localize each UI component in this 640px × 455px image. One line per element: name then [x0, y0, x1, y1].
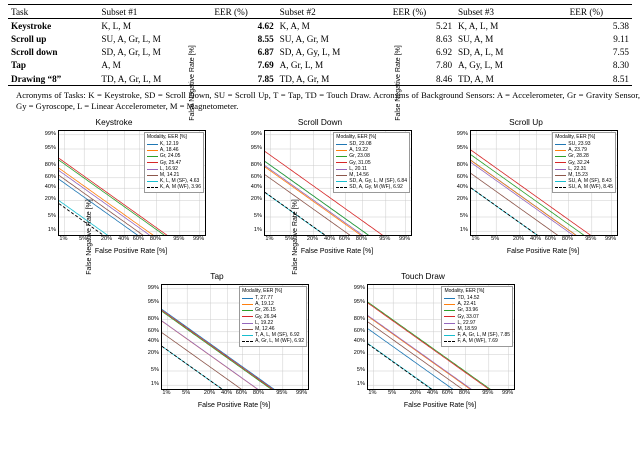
cell-subset-3: K, A, L, M — [458, 20, 499, 31]
y-tick-label: 5% — [356, 367, 365, 374]
legend-swatch — [336, 150, 347, 151]
figure-row-bottom — [0, 199, 640, 421]
legend-label: M, 12.46 — [255, 325, 275, 332]
legend-swatch — [242, 335, 253, 336]
x-tick-label: 20% — [512, 236, 525, 243]
legend-swatch — [242, 304, 253, 305]
cell-subset-1: SU, A, Gr, L, M — [101, 33, 161, 44]
legend-label: Gy, 33.07 — [457, 313, 479, 320]
legend-title: Modality, EER [%] — [444, 288, 485, 295]
cell-task: Scroll down — [11, 47, 58, 58]
legend-swatch — [555, 175, 566, 176]
legend-label: Gy, 25.47 — [159, 159, 182, 166]
y-tick-label: 99% — [44, 130, 56, 137]
legend-swatch — [147, 175, 158, 176]
legend-label: L, 19.22 — [255, 319, 274, 326]
y-tick-label: 60% — [250, 173, 262, 180]
col-subset-3: Subset #3 — [455, 5, 567, 19]
y-axis-ticks — [133, 284, 159, 388]
y-tick-label: 5% — [253, 213, 262, 220]
cell-subset-2: SD, A, Gy, L, M — [279, 47, 341, 58]
legend-label: Gr, 33.96 — [457, 307, 479, 314]
y-tick-label: 1% — [253, 227, 262, 234]
legend-label: Gr, 28.28 — [568, 153, 589, 160]
legend-swatch — [147, 169, 158, 170]
cell-task: Scroll up — [11, 33, 47, 44]
legend-swatch — [336, 187, 347, 188]
cell-eer-3: 8.51 — [567, 72, 632, 86]
legend-label: M, 14.21 — [159, 171, 180, 178]
y-tick-label: 40% — [147, 338, 159, 345]
legend-swatch — [336, 156, 347, 157]
legend-label: SU, 23.93 — [568, 141, 591, 148]
plot-area — [367, 284, 515, 390]
det-panel-keystroke — [14, 117, 214, 267]
legend-label: A, 19.12 — [255, 301, 274, 308]
x-tick-label: 40% — [323, 236, 336, 243]
x-tick-label: 99% — [295, 390, 308, 397]
x-tick-label: 95% — [585, 236, 597, 243]
results-table-container — [0, 0, 640, 111]
legend-item — [242, 339, 304, 345]
y-tick-label: 20% — [147, 350, 159, 357]
y-tick-label: 99% — [353, 284, 365, 291]
cell-eer-2: 6.92 — [435, 47, 453, 58]
legend-swatch — [242, 323, 253, 324]
det-panel-tap — [86, 199, 317, 421]
x-tick-label: 80% — [149, 236, 162, 243]
cell-eer-3: 5.38 — [612, 20, 629, 31]
legend-label: Gr, 23.08 — [349, 153, 370, 160]
y-tick-label: 5% — [459, 213, 468, 220]
y-tick-label: 99% — [147, 284, 159, 291]
legend-swatch — [147, 187, 158, 188]
x-tick-label: 5% — [285, 236, 294, 243]
plot-area — [470, 130, 618, 236]
legend-label: Gy, 31.05 — [349, 159, 371, 166]
y-tick-label: 80% — [147, 315, 159, 322]
legend — [552, 132, 616, 193]
legend-label: SD, A, Gy, M (WF), 6.92 — [349, 184, 403, 191]
legend-label: SD, 23.08 — [349, 141, 372, 148]
x-tick-label: 60% — [338, 236, 350, 243]
cell-eer-1: 6.87 — [257, 47, 274, 58]
x-axis-ticks — [58, 235, 204, 246]
legend — [333, 132, 410, 193]
y-tick-label: 5% — [150, 367, 159, 374]
legend-label: Gy, 32.24 — [568, 159, 590, 166]
legend-title: Modality, EER [%] — [555, 134, 596, 141]
det-curve — [368, 344, 458, 389]
legend-label: L, 22.31 — [568, 165, 587, 172]
legend-title: Modality, EER [%] — [242, 288, 283, 295]
legend-swatch — [444, 310, 455, 311]
x-axis-label: False Positive Rate [%] — [197, 402, 271, 410]
legend-label: SU, A, M (WF), 8.45 — [568, 184, 613, 191]
x-tick-label: 20% — [306, 236, 319, 243]
y-tick-label: 1% — [47, 227, 56, 234]
legend-label: SD, A, Gy, L, M (SF), 6.84 — [349, 178, 407, 185]
legend-swatch — [444, 316, 455, 317]
legend-label: A, 18.46 — [159, 147, 179, 154]
x-tick-label: 1% — [162, 390, 171, 397]
cell-subset-1: A, M — [101, 60, 121, 71]
y-axis-label: False Negative Rate [%] — [292, 199, 299, 275]
y-tick-label: 80% — [456, 161, 468, 168]
x-tick-label: 80% — [561, 236, 574, 243]
table-row — [8, 46, 632, 59]
x-tick-label: 5% — [79, 236, 88, 243]
cell-subset-1: K, L, M — [101, 20, 131, 31]
x-tick-label: 20% — [409, 390, 422, 397]
legend-item — [444, 339, 510, 345]
legend-swatch — [555, 156, 566, 157]
x-axis-ticks — [367, 389, 513, 400]
y-tick-label: 60% — [456, 173, 468, 180]
x-axis-label: False Positive Rate [%] — [403, 402, 477, 410]
legend-label: F, A, M (WF), 7.69 — [457, 338, 498, 345]
legend-swatch — [555, 150, 566, 151]
legend-label: T, 27.77 — [255, 295, 273, 302]
y-axis-label: False Negative Rate [%] — [86, 199, 93, 275]
legend-swatch — [555, 181, 566, 182]
legend-swatch — [444, 298, 455, 299]
y-tick-label: 40% — [250, 184, 262, 191]
legend-swatch — [147, 150, 158, 151]
y-tick-label: 99% — [456, 130, 468, 137]
legend-label: K, 12.19 — [159, 141, 179, 148]
y-tick-label: 5% — [47, 213, 56, 220]
x-tick-label: 40% — [117, 236, 130, 243]
legend-swatch — [147, 156, 158, 157]
cell-subset-3: TD, A, M — [455, 72, 567, 86]
x-tick-label: 1% — [59, 236, 68, 243]
cell-eer-2: 8.63 — [435, 33, 453, 44]
y-tick-label: 20% — [250, 196, 262, 203]
plot-area — [264, 130, 412, 236]
x-axis-label: False Positive Rate [%] — [300, 248, 374, 256]
cell-subset-2: TD, A, Gr, M — [277, 72, 390, 86]
table-header-row — [8, 5, 632, 19]
y-axis-label: False Negative Rate [%] — [189, 45, 196, 121]
y-tick-label: 95% — [456, 145, 468, 152]
det-curve — [265, 192, 353, 235]
table-head — [8, 5, 632, 19]
legend-swatch — [444, 335, 455, 336]
results-table — [8, 4, 632, 86]
legend-swatch — [242, 341, 253, 342]
x-axis-ticks — [470, 235, 616, 246]
panel-title: Keystroke — [95, 117, 133, 128]
x-tick-label: 95% — [379, 236, 391, 243]
legend-label: L, 16.92 — [159, 165, 178, 172]
x-tick-label: 20% — [203, 390, 216, 397]
y-tick-label: 40% — [353, 338, 365, 345]
legend-swatch — [444, 329, 455, 330]
col-eer-3: EER (%) — [567, 5, 632, 19]
cell-subset-2: K, A, M — [279, 20, 310, 31]
cell-task: Tap — [11, 60, 26, 71]
x-tick-label: 95% — [482, 390, 494, 397]
cell-eer-2: 7.80 — [435, 60, 453, 71]
cell-eer-3: 8.30 — [612, 60, 629, 71]
x-tick-label: 99% — [398, 236, 411, 243]
det-curve — [471, 188, 564, 235]
cell-eer-1: 4.62 — [257, 20, 274, 31]
col-subset-1: Subset #1 — [98, 5, 211, 19]
y-tick-label: 1% — [459, 227, 468, 234]
legend-label: A, 19.22 — [349, 147, 368, 154]
legend-swatch — [336, 169, 347, 170]
x-tick-label: 1% — [265, 236, 274, 243]
plot-area — [58, 130, 206, 236]
cell-task: Keystroke — [11, 20, 52, 31]
x-tick-label: 60% — [132, 236, 144, 243]
legend-swatch — [336, 144, 347, 145]
legend-swatch — [555, 187, 566, 188]
legend-swatch — [336, 162, 347, 163]
legend — [144, 132, 204, 193]
legend-label: L, 22.97 — [457, 319, 476, 326]
y-tick-label: 95% — [250, 145, 262, 152]
x-tick-label: 20% — [100, 236, 113, 243]
x-tick-label: 80% — [458, 390, 471, 397]
x-tick-label: 80% — [252, 390, 265, 397]
cell-eer-2: 8.46 — [390, 72, 455, 86]
legend-label: F, A, Gr, L, M (SF), 7.85 — [457, 332, 510, 339]
x-tick-label: 60% — [235, 390, 247, 397]
col-task: Task — [8, 5, 98, 19]
x-axis-ticks — [264, 235, 410, 246]
y-tick-label: 40% — [456, 184, 468, 191]
legend-item — [147, 185, 201, 191]
legend-swatch — [444, 341, 455, 342]
legend-label: Gy, 26.94 — [255, 313, 277, 320]
col-eer-1: EER (%) — [211, 5, 276, 19]
legend-title: Modality, EER [%] — [146, 134, 187, 141]
legend-swatch — [147, 144, 158, 145]
table-row — [8, 32, 632, 45]
cell-subset-1: SD, A, Gr, L, M — [101, 47, 161, 58]
x-axis-label: False Positive Rate [%] — [506, 248, 580, 256]
y-tick-label: 40% — [44, 184, 56, 191]
legend-swatch — [555, 162, 566, 163]
x-tick-label: 99% — [192, 236, 205, 243]
legend-swatch — [242, 310, 253, 311]
cell-subset-3: A, Gy, L, M — [458, 60, 503, 71]
panel-title: Scroll Down — [297, 117, 343, 128]
cell-eer-1: 7.85 — [211, 72, 276, 86]
det-curve — [265, 193, 353, 235]
x-tick-label: 99% — [604, 236, 617, 243]
legend-swatch — [242, 298, 253, 299]
y-tick-label: 20% — [353, 350, 365, 357]
legend-swatch — [242, 329, 253, 330]
x-tick-label: 5% — [182, 390, 191, 397]
cell-eer-3: 9.11 — [613, 33, 629, 44]
x-tick-label: 60% — [544, 236, 556, 243]
table-row — [8, 72, 632, 86]
x-tick-label: 99% — [501, 390, 514, 397]
legend-title: Modality, EER [%] — [336, 134, 377, 141]
x-tick-label: 95% — [173, 236, 185, 243]
y-tick-label: 95% — [44, 145, 56, 152]
legend-label: A, 23.79 — [568, 147, 587, 154]
legend-swatch — [242, 316, 253, 317]
col-subset-2: Subset #2 — [277, 5, 390, 19]
x-axis-label: False Positive Rate [%] — [94, 248, 168, 256]
x-tick-label: 80% — [355, 236, 368, 243]
panel-title: Tap — [210, 271, 224, 282]
legend-label: SU, A, M (SF), 8.43 — [568, 178, 612, 185]
x-tick-label: 95% — [276, 390, 288, 397]
legend — [441, 286, 513, 347]
legend — [239, 286, 307, 347]
y-tick-label: 60% — [353, 327, 365, 334]
legend-label: K, L, M (SF), 4.63 — [159, 178, 200, 185]
cell-subset-2: A, Gr, L, M — [279, 60, 324, 71]
x-tick-label: 40% — [220, 390, 233, 397]
x-tick-label: 40% — [426, 390, 439, 397]
y-tick-label: 1% — [150, 381, 159, 388]
y-tick-label: 80% — [353, 315, 365, 322]
x-tick-label: 5% — [388, 390, 397, 397]
cell-task: Drawing “8” — [8, 72, 98, 86]
legend-label: M, 18.59 — [457, 325, 477, 332]
table-row — [8, 19, 632, 33]
y-tick-label: 20% — [44, 196, 56, 203]
cell-subset-2: SU, A, Gr, M — [279, 33, 329, 44]
panel-title: Touch Draw — [401, 271, 445, 282]
x-axis-ticks — [161, 389, 307, 400]
y-axis-ticks — [236, 130, 262, 234]
x-tick-label: 60% — [441, 390, 453, 397]
legend-label: K, A, M (WF), 3.96 — [159, 184, 201, 191]
legend-label: T, A, L, M (SF), 6.92 — [255, 332, 300, 339]
legend-swatch — [555, 144, 566, 145]
table-row — [8, 59, 632, 72]
cell-subset-3: SD, A, L, M — [458, 47, 504, 58]
legend-label: M, 14.56 — [349, 171, 369, 178]
cell-eer-1: 7.69 — [257, 60, 274, 71]
legend-label: L, 20.11 — [349, 165, 367, 172]
legend-label: Gr, 24.05 — [159, 153, 181, 160]
panel-title: Scroll Up — [509, 117, 543, 128]
legend-item — [555, 185, 613, 191]
x-tick-label: 40% — [529, 236, 542, 243]
legend-swatch — [336, 175, 347, 176]
legend-swatch — [444, 304, 455, 305]
legend-label: Gr, 26.15 — [255, 307, 276, 314]
cell-subset-1: TD, A, Gr, L, M — [98, 72, 211, 86]
x-tick-label: 5% — [491, 236, 500, 243]
y-axis-label: False Negative Rate [%] — [395, 45, 402, 121]
legend-label: TD, 14.52 — [457, 295, 480, 302]
y-tick-label: 99% — [250, 130, 262, 137]
y-tick-label: 20% — [456, 196, 468, 203]
y-axis-ticks — [339, 284, 365, 388]
table-caption: Acronyms of Tasks: K = Keystroke, SD = Scroll Down, SU = Scroll Up, T = Tap, TD = Touch Draw. Acronyms of Background Sensors: A = Accelerometer, Gr = Gravity Sensor, Gy = Gyroscope, L = Linear Accelerometer, M = Magnetometer. — [16, 90, 640, 111]
table-body — [8, 19, 632, 86]
plot-area — [161, 284, 309, 390]
legend-swatch — [336, 181, 347, 182]
cell-eer-2: 5.21 — [435, 20, 453, 31]
legend-swatch — [555, 169, 566, 170]
legend-label: M, 15.23 — [568, 171, 588, 178]
det-curve — [368, 344, 458, 389]
y-axis-ticks — [30, 130, 56, 234]
legend-item — [336, 185, 407, 191]
det-panel-touch-draw — [292, 199, 523, 421]
y-tick-label: 80% — [250, 161, 262, 168]
y-tick-label: 95% — [147, 299, 159, 306]
y-tick-label: 95% — [353, 299, 365, 306]
y-tick-label: 60% — [147, 327, 159, 334]
cell-eer-1: 8.55 — [257, 33, 274, 44]
y-tick-label: 80% — [44, 161, 56, 168]
y-axis-ticks — [442, 130, 468, 234]
legend-swatch — [147, 162, 158, 163]
x-tick-label: 1% — [471, 236, 480, 243]
y-tick-label: 1% — [356, 381, 365, 388]
legend-swatch — [444, 323, 455, 324]
x-tick-label: 1% — [368, 390, 377, 397]
legend-label: A, Gr, L, M (WF), 6.92 — [255, 338, 304, 345]
legend-label: A, 22.41 — [457, 301, 477, 308]
cell-subset-3: SU, A, M — [458, 33, 494, 44]
y-tick-label: 60% — [44, 173, 56, 180]
cell-eer-3: 7.55 — [612, 47, 629, 58]
legend-swatch — [147, 181, 158, 182]
col-eer-2: EER (%) — [390, 5, 455, 19]
